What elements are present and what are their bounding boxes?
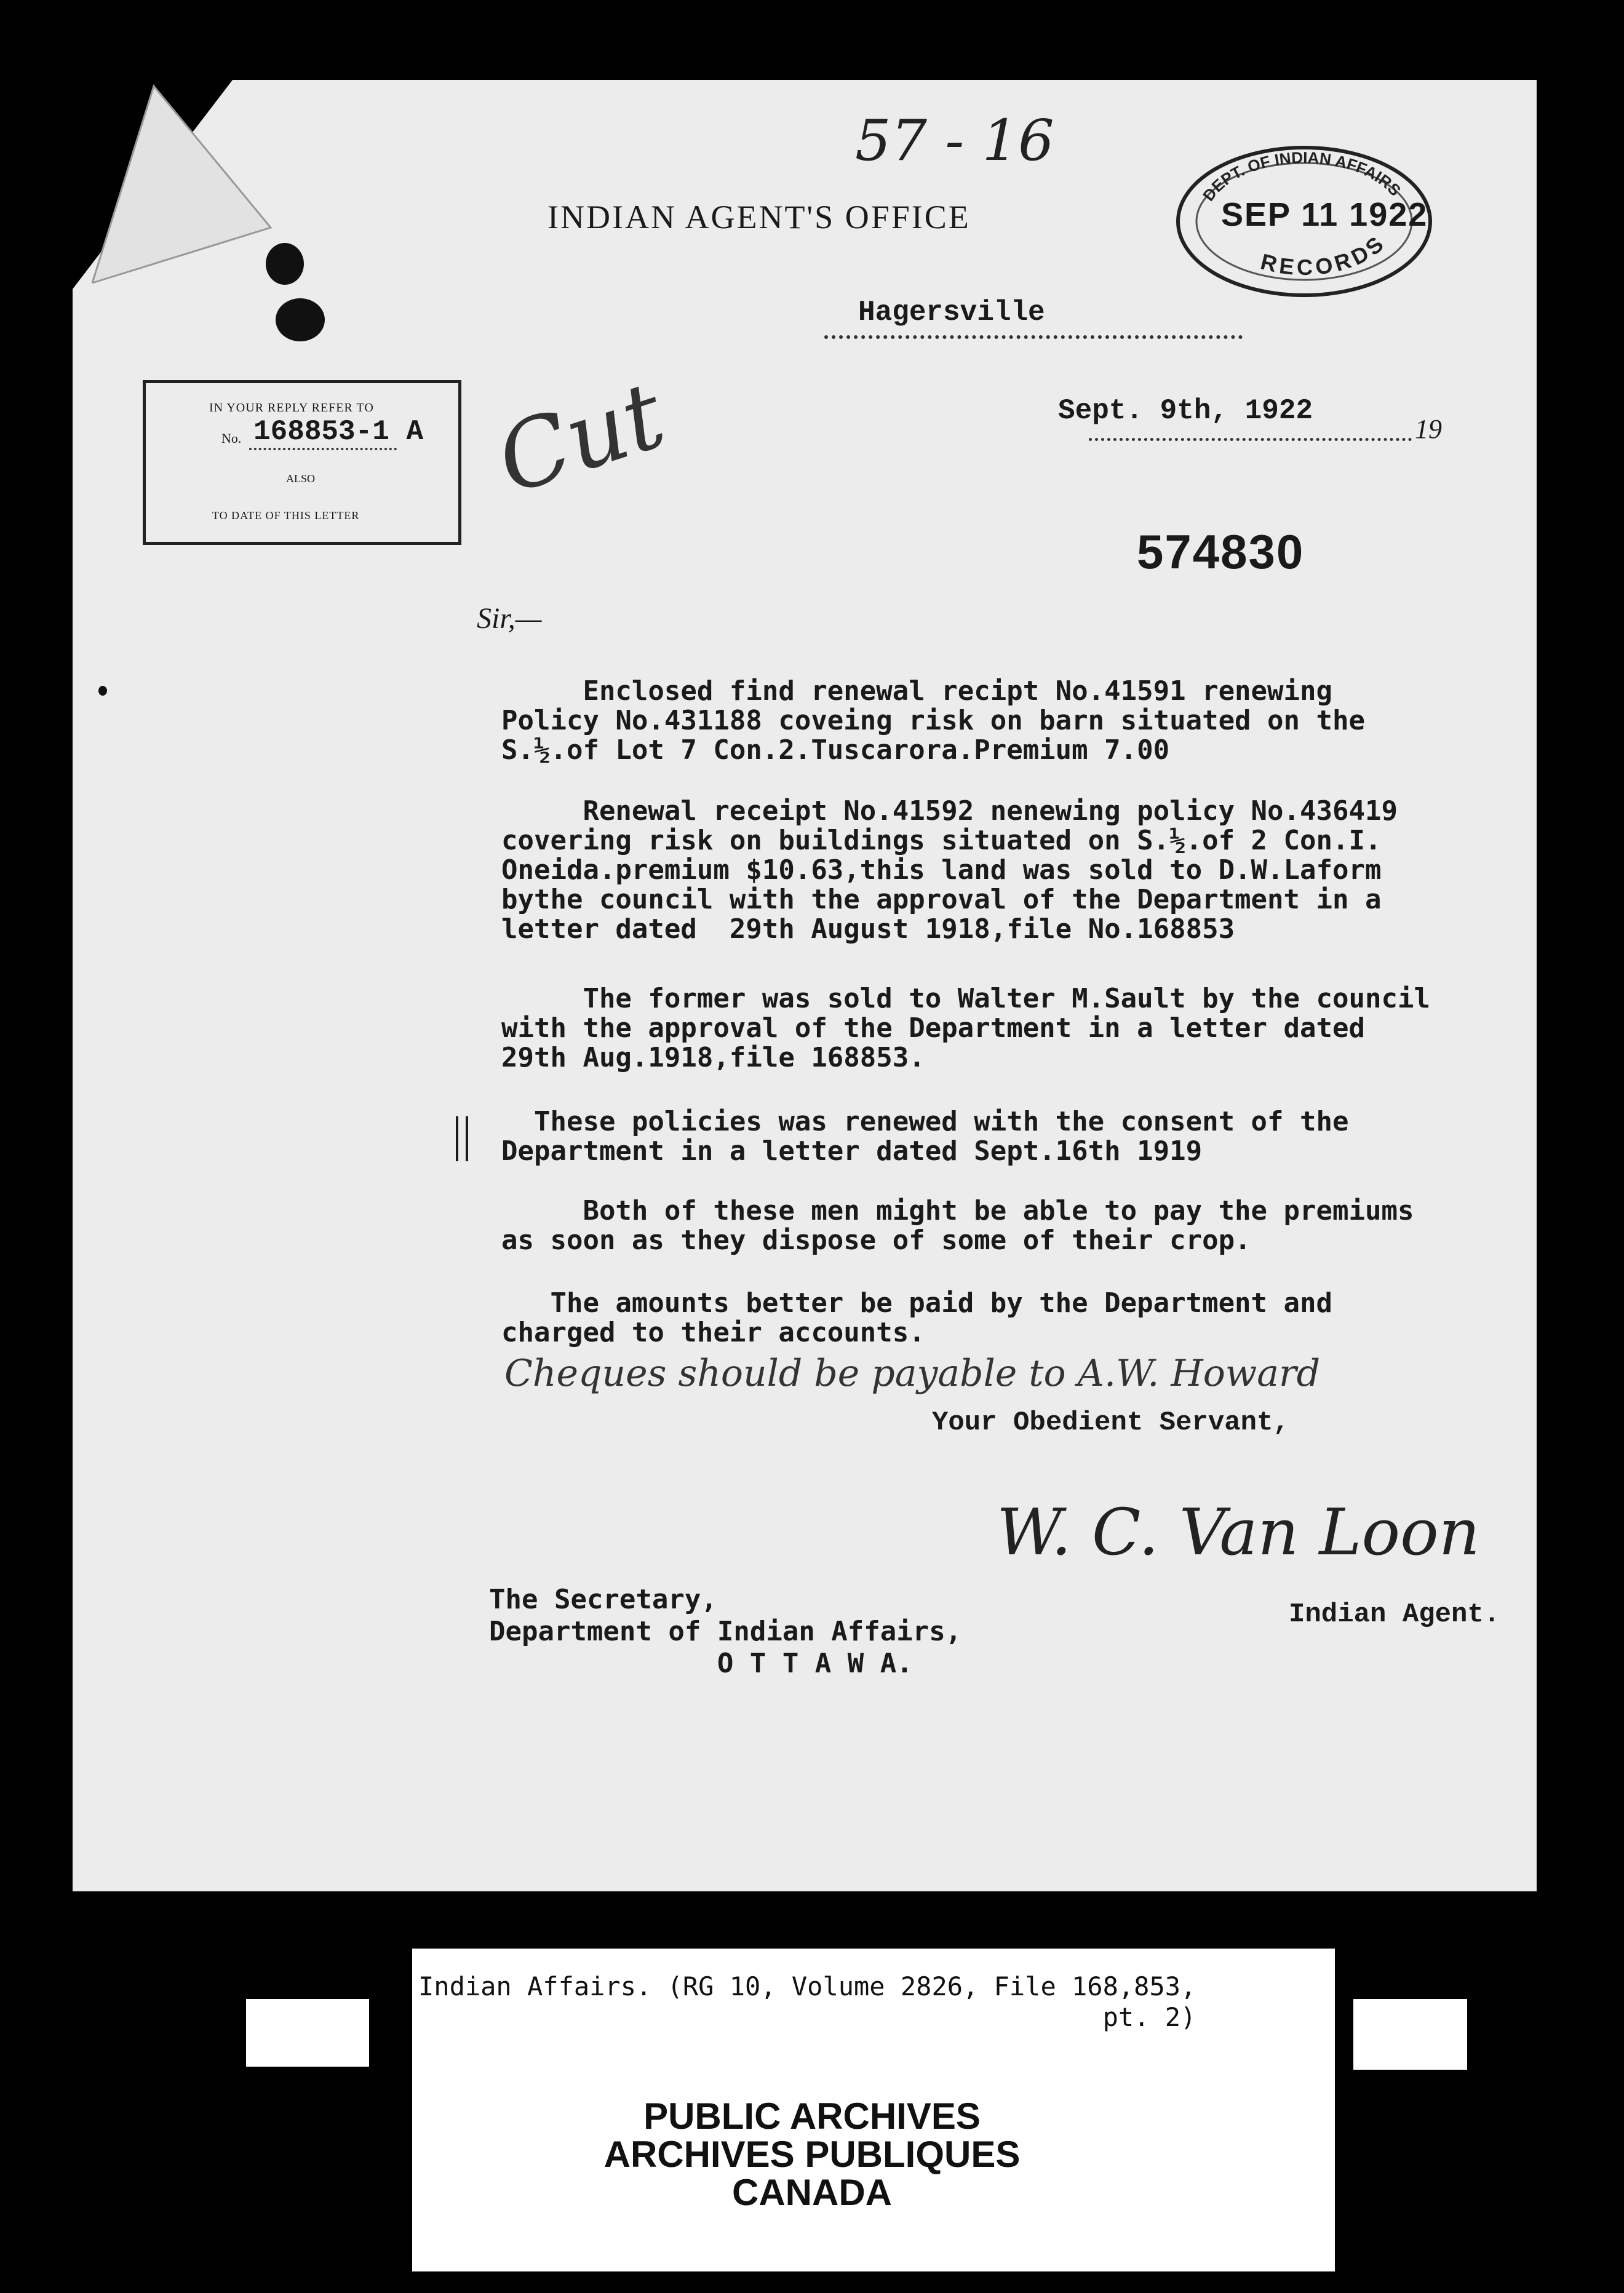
- ink-blot: [98, 686, 107, 696]
- handwritten-cut-text: Cut: [484, 361, 677, 515]
- archive-label-left: [246, 1999, 369, 2067]
- paragraph-2: Renewal receipt No.41592 nenewing policy No.436419 covering risk on buildings situated on S.½.of 2 Con.I. Oneida.premium $10.63,this land was sold to D.W.Laform bythe council with the approval of the Department in a letter dated 29th August 1918,file No.168853: [501, 795, 1398, 945]
- reference-number: 168853-1 A: [253, 416, 424, 448]
- paragraph-4: These policies was renewed with the consent of the Department in a letter dated Sept.16th 1919: [501, 1106, 1349, 1167]
- addressee: The Secretary, Department of Indian Affairs, O T T A W A.: [489, 1584, 962, 1679]
- registry-number-stamp: 574830: [1137, 525, 1305, 579]
- paragraph-6: The amounts better be paid by the Department and charged to their accounts.: [501, 1287, 1333, 1348]
- handwritten-file-number: 57 - 16: [855, 108, 1054, 173]
- place-name: Hagersville: [858, 296, 1045, 328]
- ink-blot: [276, 298, 325, 341]
- dotted-line: [824, 335, 1243, 339]
- closing: Your Obedient Servant,: [932, 1407, 1289, 1438]
- corner-fold-line: [86, 86, 271, 289]
- archive-name: [0, 2097, 1624, 2212]
- paragraph-3: The former was sold to Walter M.Sault by the council with the approval of the Department in a letter dated 29th Aug.1918,file 168853.: [501, 983, 1430, 1073]
- handwritten-cut-mark: [480, 344, 677, 515]
- svg-text:RECORDS: [1258, 229, 1391, 280]
- archive-line-3: CANADA: [732, 2172, 892, 2213]
- stamp-top-text: DEPT. OF INDIAN AFFAIRS: [1199, 148, 1405, 205]
- salutation: Sir,—: [477, 602, 542, 635]
- year-suffix: 19: [1415, 414, 1442, 444]
- reference-also: ALSO: [286, 472, 316, 485]
- dotted-line: [1089, 438, 1412, 441]
- office-heading: INDIAN AGENT'S OFFICE: [547, 199, 971, 236]
- stamp-date: SEP 11 1922: [1221, 196, 1428, 233]
- reference-no-label: No.: [221, 431, 242, 446]
- reference-footer: TO DATE OF THIS LETTER: [212, 509, 360, 522]
- paragraph-5: Both of these men might be able to pay the premiums as soon as they dispose of some of their crop.: [501, 1195, 1414, 1256]
- paragraph-1: Enclosed find renewal recipt No.41591 renewing Policy No.431188 coveing risk on barn situated on the S.½.of Lot 7 Con.2.Tuscarora.Premium 7.00: [501, 675, 1365, 766]
- dotted-line: [249, 448, 397, 450]
- archive-line-2: ARCHIVES PUBLIQUES: [603, 2134, 1021, 2175]
- letter-date: Sept. 9th, 1922: [1058, 395, 1313, 427]
- stamp-bottom-text: RECORDS: [1258, 229, 1391, 280]
- signature: W. C. Van Loon: [997, 1495, 1480, 1570]
- margin-mark: ||: [452, 1108, 472, 1162]
- signer-title: Indian Agent.: [1289, 1599, 1500, 1630]
- archive-label-right: [1353, 1999, 1467, 2070]
- ink-blot: [266, 243, 304, 285]
- reference-heading: IN YOUR REPLY REFER TO: [209, 401, 374, 415]
- handwritten-note: Cheques should be payable to A.W. Howard: [504, 1352, 1321, 1395]
- archive-caption: Indian Affairs. (RG 10, Volume 2826, File 168,853, pt. 2): [418, 1971, 1196, 2032]
- archive-line-1: PUBLIC ARCHIVES: [643, 2096, 981, 2137]
